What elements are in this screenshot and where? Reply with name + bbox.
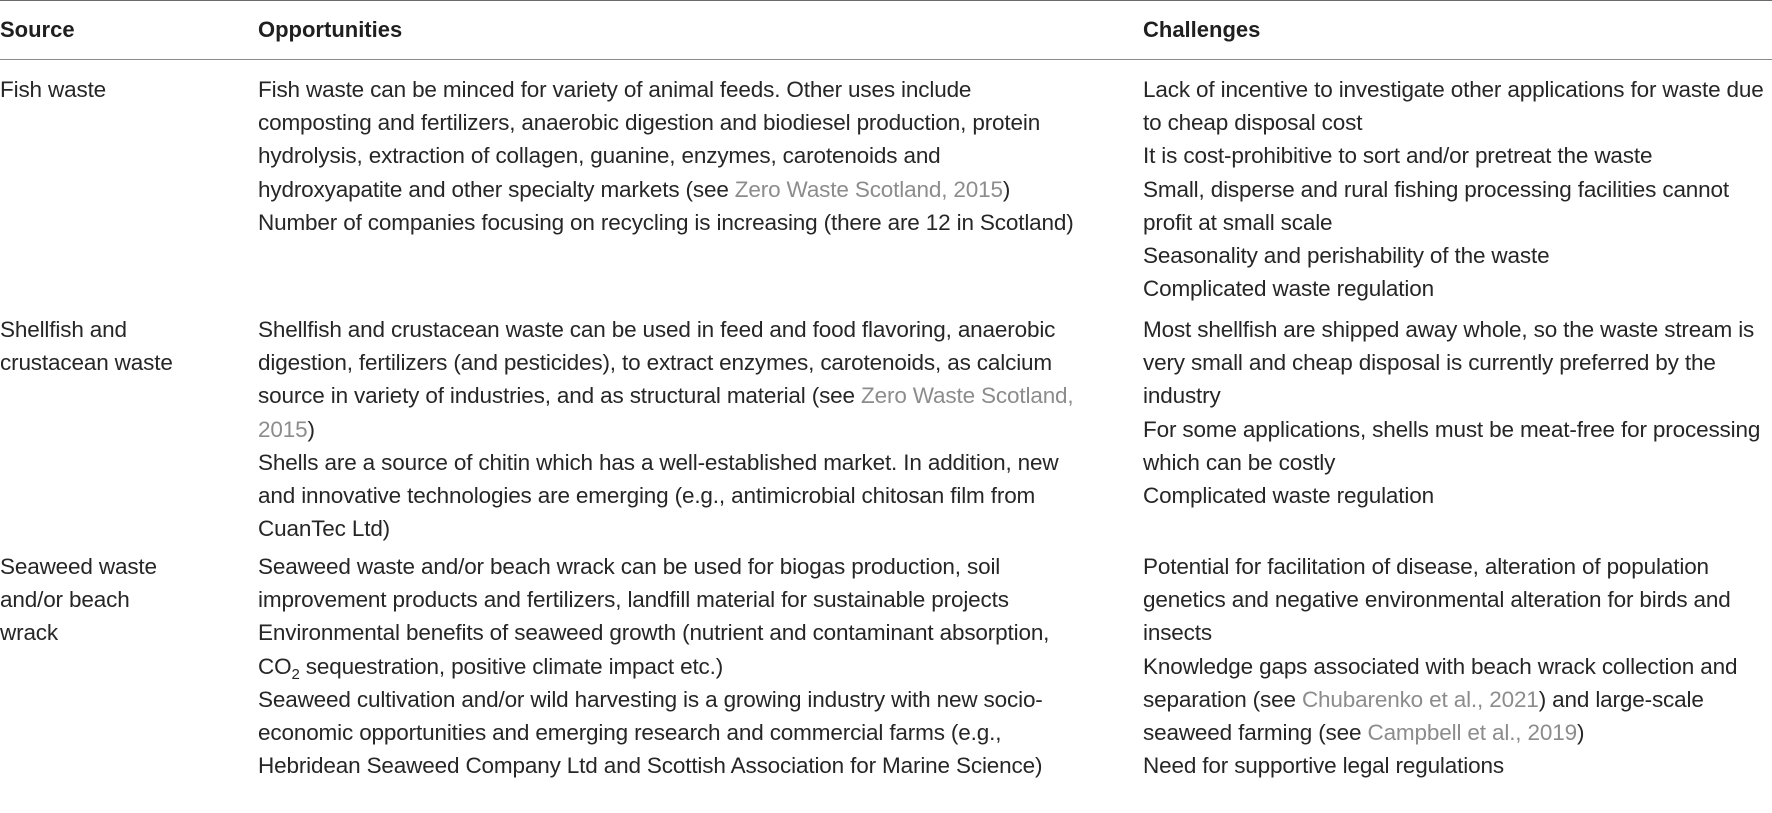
challenge-item: For some applications, shells must be meat-free for processing which can be costly: [1143, 416, 1761, 475]
challenge-item: Potential for facilitation of disease, alteration of population genetics and negative environmental alteration for birds and insects: [1143, 554, 1731, 646]
source-line: Fish waste: [0, 77, 107, 102]
challenge-item: Small, disperse and rural fishing processing facilities cannot profit at small scale: [1143, 176, 1729, 235]
source-cell: [0, 73, 250, 106]
challenges-cell: [1143, 550, 1772, 782]
header-opportunities: Opportunities: [258, 17, 403, 42]
table-header-row: [0, 13, 1772, 49]
challenge-item: Knowledge gaps associated with beach wrack collection and separation (see Chubarenko et al., 2021) and large-scale seaweed farming (see Campbell et al., 2019): [1143, 653, 1738, 746]
challenges-cell: [1143, 73, 1772, 305]
opportunity-item: Shellfish and crustacean waste can be used in feed and food flavoring, anaerobic digestion, fertilizers (and pesticides), to extract enzymes, carotenoids, as calcium source in variety of industries, and as structural material (see Zero Waste Scotland, 2015): [258, 317, 1074, 442]
challenge-item: Need for supportive legal regulations: [1143, 753, 1504, 779]
challenge-item: Complicated waste regulation: [1143, 483, 1434, 509]
citation-link[interactable]: Campbell et al., 2019: [1367, 720, 1577, 746]
opportunities-cell: [258, 313, 1088, 545]
opportunity-item: Number of companies focusing on recycling is increasing (there are 12 in Scotland): [258, 209, 1074, 235]
source-line: Shellfish and: [0, 317, 127, 342]
opportunity-item: Shells are a source of chitin which has a well-established market. In addition, new and innovative technologies are emerging (e.g., antimicrobial chitosan film from CuanTec Ltd): [258, 449, 1059, 542]
source-cell: [0, 313, 250, 379]
source-line: crustacean waste: [0, 350, 173, 376]
opportunity-item: Seaweed cultivation and/or wild harvesting is a growing industry with new socio-economic opportunities and emerging research and commercial farms (e.g., Hebridean Seaweed Company Ltd and Scottish Association for Marine Science): [258, 686, 1043, 779]
challenge-item: It is cost-prohibitive to sort and/or pretreat the waste: [1143, 143, 1653, 169]
table-header-rule: [0, 59, 1772, 60]
opportunity-item: Environmental benefits of seaweed growth (nutrient and contaminant absorption, $CO_2$ sequestration, positive climate impact etc.): [258, 620, 1050, 683]
opportunity-item: Fish waste can be minced for variety of animal feeds. Other uses include composting and fertilizers, anaerobic digestion and biodiesel production, protein hydrolysis, extraction of collagen, guanine, enzymes, carotenoids and hydroxyapatite and other specialty markets (see Zero Waste Scotland, 2015): [258, 77, 1041, 202]
challenge-item: Most shellfish are shipped away whole, so the waste stream is very small and cheap disposal is currently preferred by the industry: [1143, 317, 1755, 409]
opportunities-cell: [258, 73, 1088, 239]
header-challenges: Challenges: [1143, 17, 1261, 42]
source-line: Seaweed waste: [0, 554, 157, 579]
subscript: 2: [291, 665, 300, 683]
header-source: Source: [0, 17, 75, 42]
challenges-cell: [1143, 313, 1772, 512]
challenge-item: Lack of incentive to investigate other applications for waste due to cheap disposal cost: [1143, 77, 1764, 136]
challenge-item: Seasonality and perishability of the waste: [1143, 243, 1550, 269]
citation-link[interactable]: Zero Waste Scotland, 2015: [258, 383, 1074, 442]
table-top-rule: [0, 0, 1772, 1]
opportunities-cell: [258, 550, 1088, 782]
citation-link[interactable]: Zero Waste Scotland, 2015: [734, 176, 1003, 202]
source-cell: [0, 550, 250, 650]
opportunity-item: Seaweed waste and/or beach wrack can be used for biogas production, soil improvement products and fertilizers, landfill material for sustainable projects: [258, 554, 1009, 613]
challenge-item: Complicated waste regulation: [1143, 276, 1434, 302]
citation-link[interactable]: Chubarenko et al., 2021: [1301, 686, 1539, 712]
source-line: wrack: [0, 620, 59, 646]
source-line: and/or beach: [0, 587, 130, 613]
